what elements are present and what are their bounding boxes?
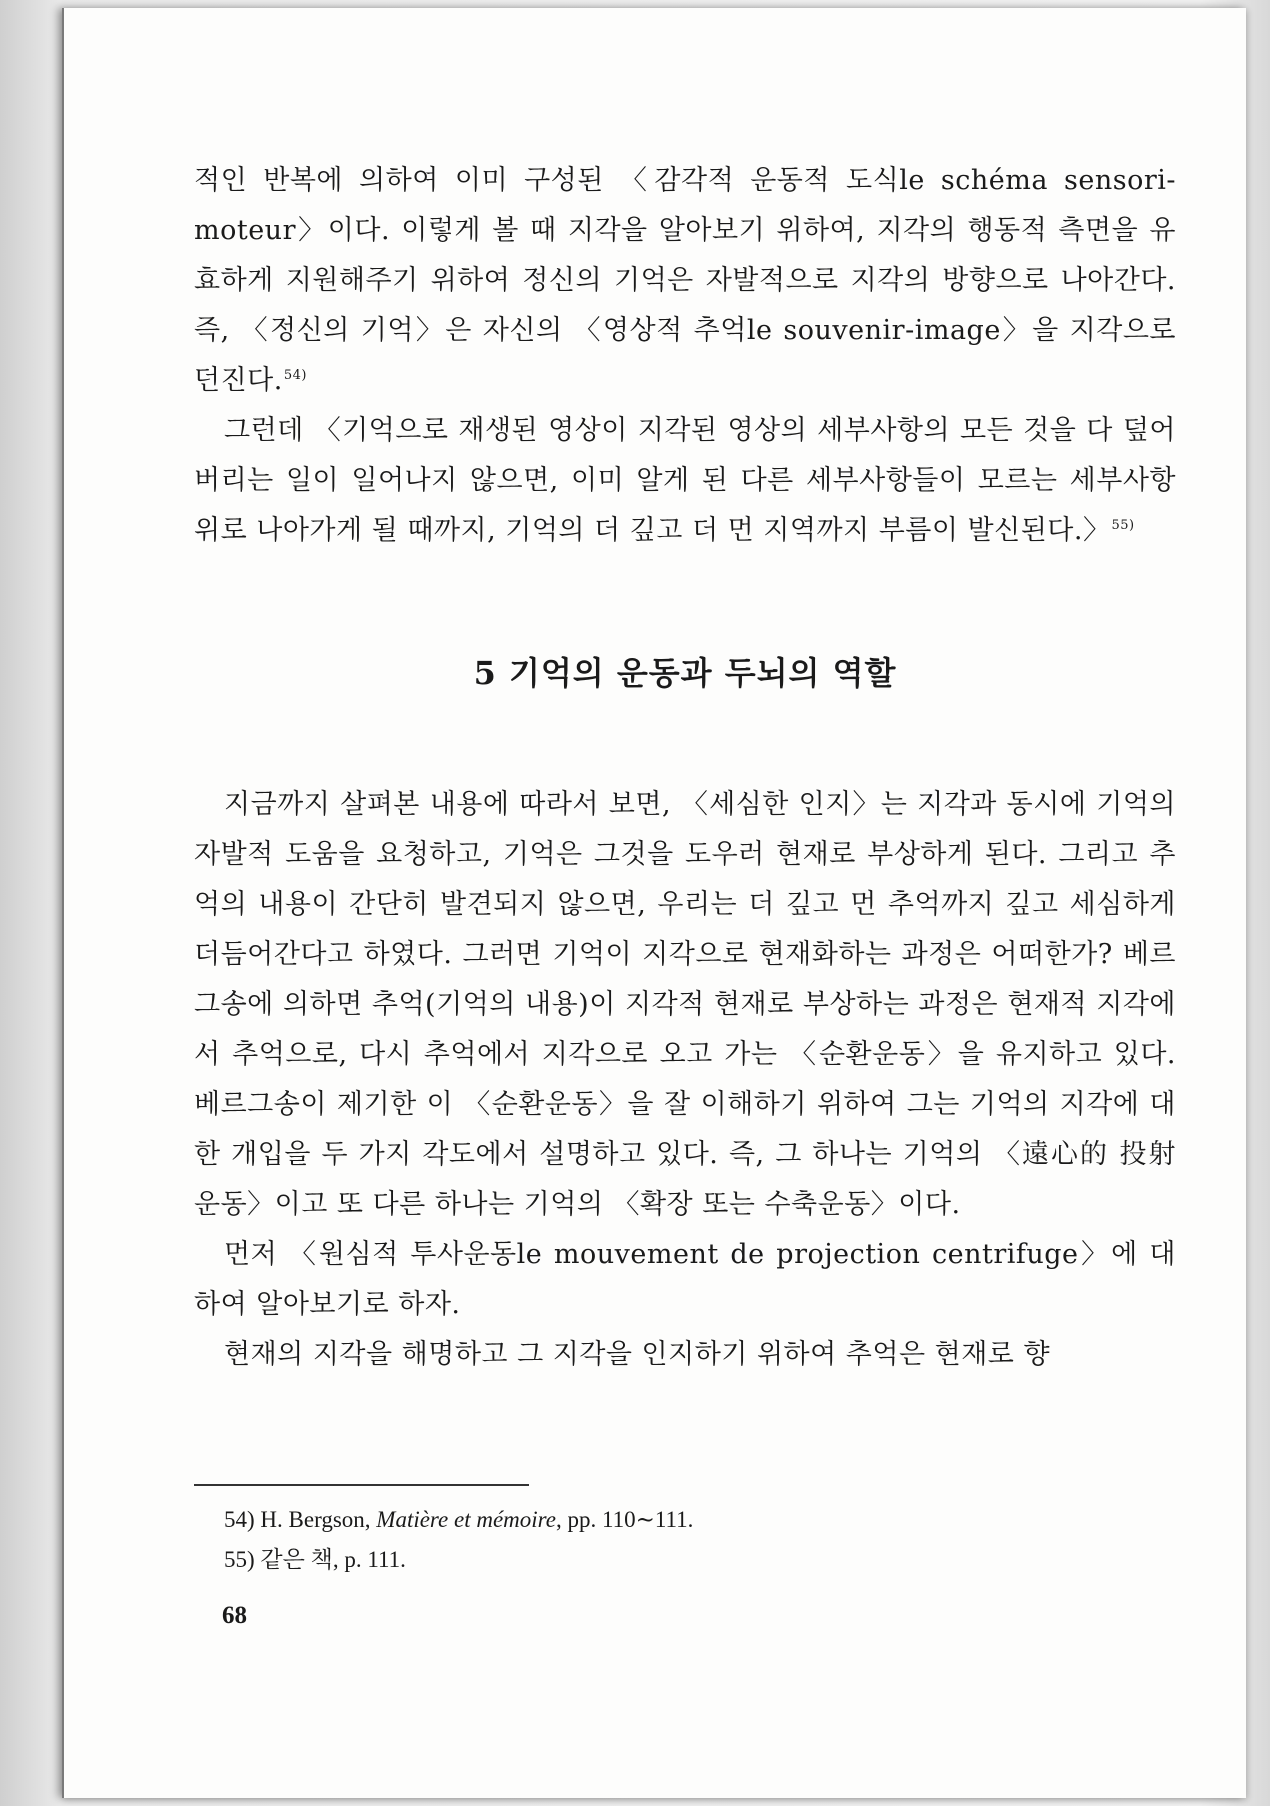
paragraph-text: 그런데 〈기억으로 재생된 영상이 지각된 영상의 세부사항의 모든 것을 다 덮어버리는 일이 일어나지 않으면, 이미 알게 된 다른 세부사항들이 모르는 세부사항 위로 나아가게 될 때까지, 기억의 더 깊고 더 먼 지역까지 부름이 발신된다.〉 (194, 415, 1176, 546)
footnote-pages: , pp. 110∼111. (555, 1507, 694, 1532)
page-body (194, 156, 1176, 1380)
paragraph-1 (194, 156, 1176, 406)
book-page (62, 8, 1246, 1798)
footnote-54 (194, 1500, 1176, 1540)
footnote-divider (194, 1484, 529, 1486)
paragraph-5: 현재의 지각을 해명하고 그 지각을 인지하기 위하여 추억은 현재로 향 (224, 1339, 1051, 1370)
footnote-author: H. Bergson, (260, 1507, 371, 1532)
section-heading: 5 기억의 운동과 두뇌의 역할 (473, 654, 897, 692)
footnotes (194, 1484, 1176, 1580)
page-number: 68 (222, 1602, 247, 1629)
paragraph-3: 지금까지 살펴본 내용에 따라서 보면, 〈세심한 인지〉는 지각과 동시에 기억의 자발적 도움을 요청하고, 기억은 그것을 도우러 현재로 부상하게 된다. 그리고 추억의 내용이 간단히 발견되지 않으면, 우리는 더 깊고 먼 추억까지 깊고 세심하게 더듬어간다고 하였다. 그러면 기억이 지각으로 현재화하는 과정은 어떠한가? 베르그송에 의하면 추억(기억의 내용)이 지각적 현재로 부상하는 과정은 현재적 지각에서 추억으로, 다시 추억에서 지각으로 오고 가는 〈순환운동〉을 유지하고 있다. 베르그송이 제기한 이 〈순환운동〉을 잘 이해하기 위하여 그는 기억의 지각에 대한 개입을 두 가지 각도에서 설명하고 있다. 즉, 그 하나는 기억의 〈遠心的 投射 운동〉이고 또 다른 하나는 기억의 〈확장 또는 수축운동〉이다. (194, 789, 1176, 1220)
paragraph-4: 먼저 〈원심적 투사운동le mouvement de projection centrifuge〉에 대하여 알아보기로 하자. (194, 1239, 1176, 1320)
footnote-marker: 55) (224, 1547, 255, 1572)
footnote-text: 같은 책, p. 111. (260, 1547, 406, 1572)
footnote-ref-55[interactable]: 55) (1111, 518, 1135, 533)
footnote-ref-54[interactable]: 54) (283, 368, 307, 383)
footnote-marker: 54) (224, 1507, 255, 1532)
paragraph-text: 적인 반복에 의하여 이미 구성된 〈감각적 운동적 도식le schéma sensori-moteur〉이다. 이렇게 볼 때 지각을 알아보기 위하여, 지각의 행동적 측면을 유효하게 지원해주기 위하여 정신의 기억은 자발적으로 지각의 방향으로 나아간다. 즉, 〈정신의 기억〉은 자신의 〈영상적 추억le souvenir-image〉을 지각으로 던진다. (194, 165, 1176, 396)
paragraph-2 (194, 406, 1176, 556)
footnote-title: Matière et mémoire (376, 1507, 556, 1532)
footnote-55 (194, 1540, 1176, 1580)
